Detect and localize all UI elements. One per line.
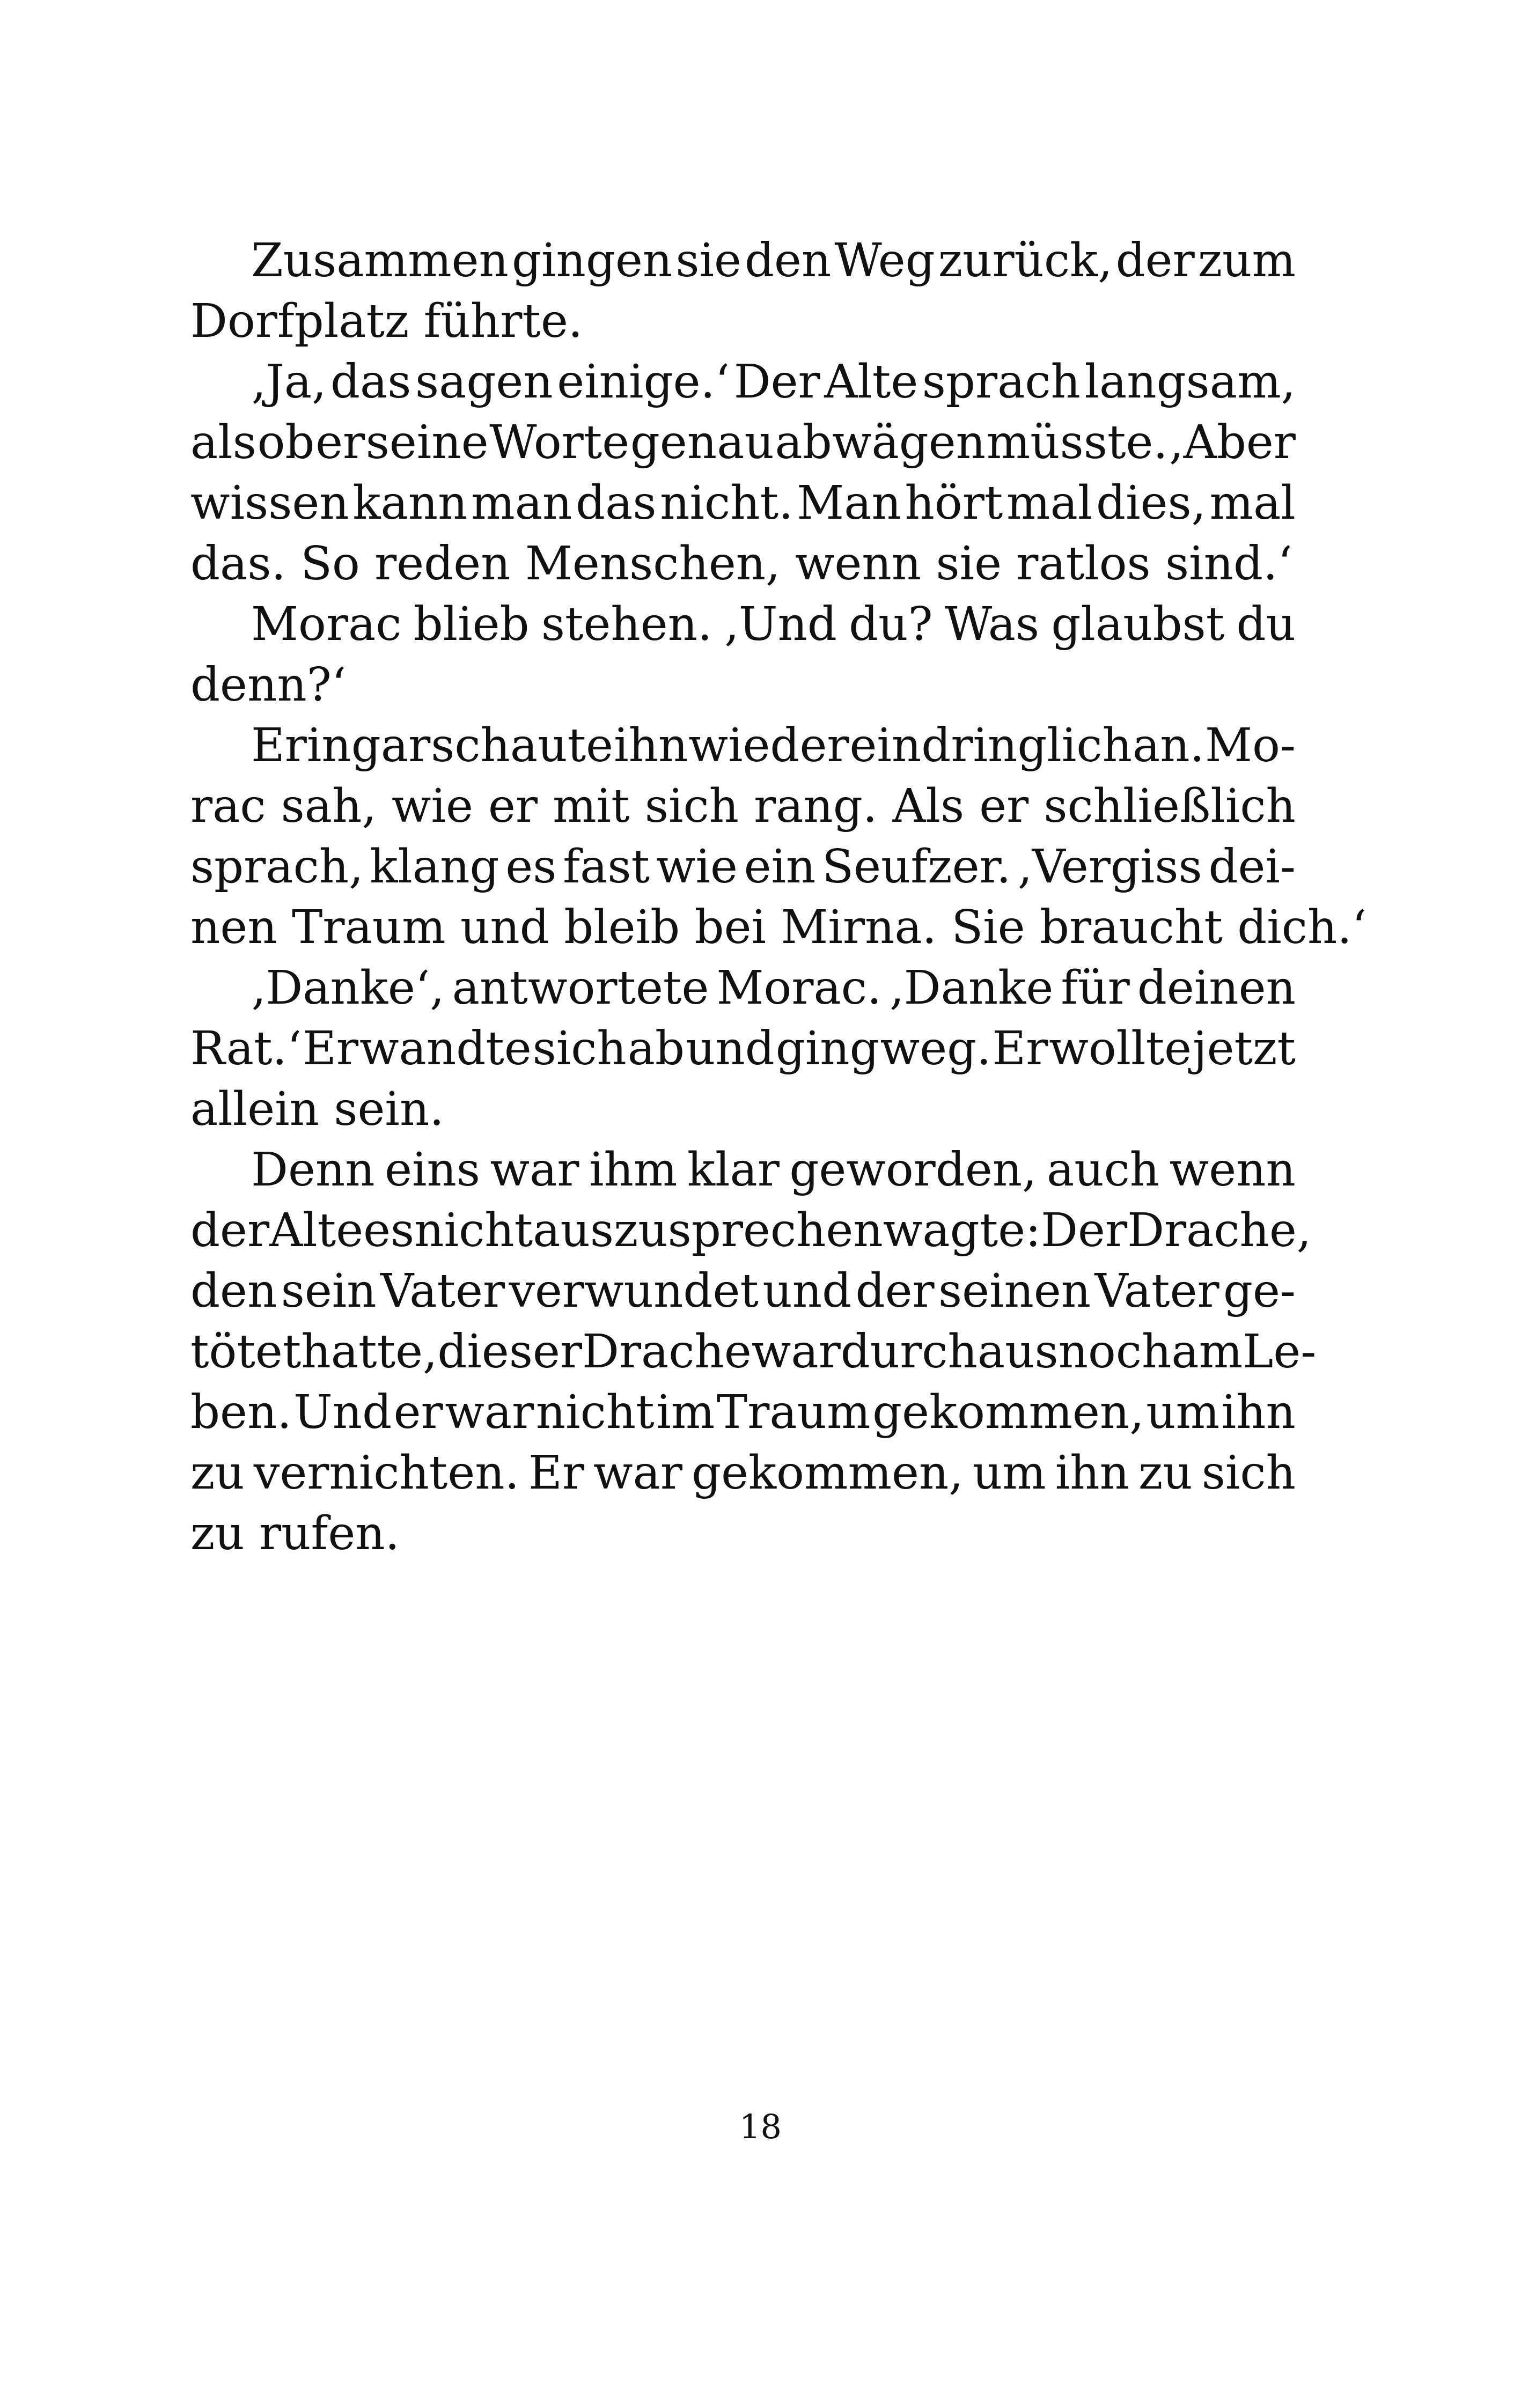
body-text — [190, 231, 1367, 1564]
text-line: sprach, klang es fast wie ein Seufzer. ‚Vergiss dei- — [190, 840, 1296, 894]
text-line: zu rufen. — [190, 1507, 400, 1560]
text-line: Dorfplatz führte. — [190, 294, 583, 348]
text-line: der Alte es nicht auszusprechen wagte: Der Drache, — [190, 1204, 1312, 1257]
text-line: wissen kann man das nicht. Man hört mal dies, mal — [190, 476, 1296, 530]
text-line: Eringar schaute ihn wieder eindringlich an. Mo- — [251, 719, 1296, 772]
text-line: das. So reden Menschen, wenn sie ratlos sind.‘ — [190, 537, 1292, 591]
text-line: ‚Ja, das sagen einige.‘ Der Alte sprach langsam, — [251, 355, 1296, 409]
text-line: Zusammen gingen sie den Weg zurück, der zum — [251, 234, 1296, 288]
text-line: ‚Danke‘, antwortete Morac. ‚Danke für deinen — [251, 961, 1296, 1015]
text-line: zu vernichten. Er war gekommen, um ihn zu sich — [190, 1446, 1296, 1500]
text-line: rac sah, wie er mit sich rang. Als er schließlich — [190, 779, 1296, 833]
text-line: Denn eins war ihm klar geworden, auch wenn — [251, 1143, 1296, 1197]
text-line: ben. Und er war nicht im Traum gekommen, um ihn — [190, 1386, 1296, 1439]
text-line: den sein Vater verwundet und der seinen Vater ge- — [190, 1264, 1296, 1318]
text-line: tötet hatte, dieser Drache war durchaus noch am Le- — [190, 1325, 1317, 1379]
text-line: Morac blieb stehen. ‚Und du? Was glaubst du — [251, 598, 1296, 651]
text-line: nen Traum und bleib bei Mirna. Sie braucht dich.‘ — [190, 901, 1367, 954]
page-number: 18 — [739, 2107, 782, 2146]
text-line: denn?‘ — [190, 658, 347, 712]
text-line: allein sein. — [190, 1083, 444, 1136]
text-line: als ob er seine Worte genau abwägen müsste. ‚Aber — [190, 416, 1296, 469]
text-line: Rat.‘ Er wandte sich ab und ging weg. Er wollte jetzt — [190, 1022, 1296, 1076]
